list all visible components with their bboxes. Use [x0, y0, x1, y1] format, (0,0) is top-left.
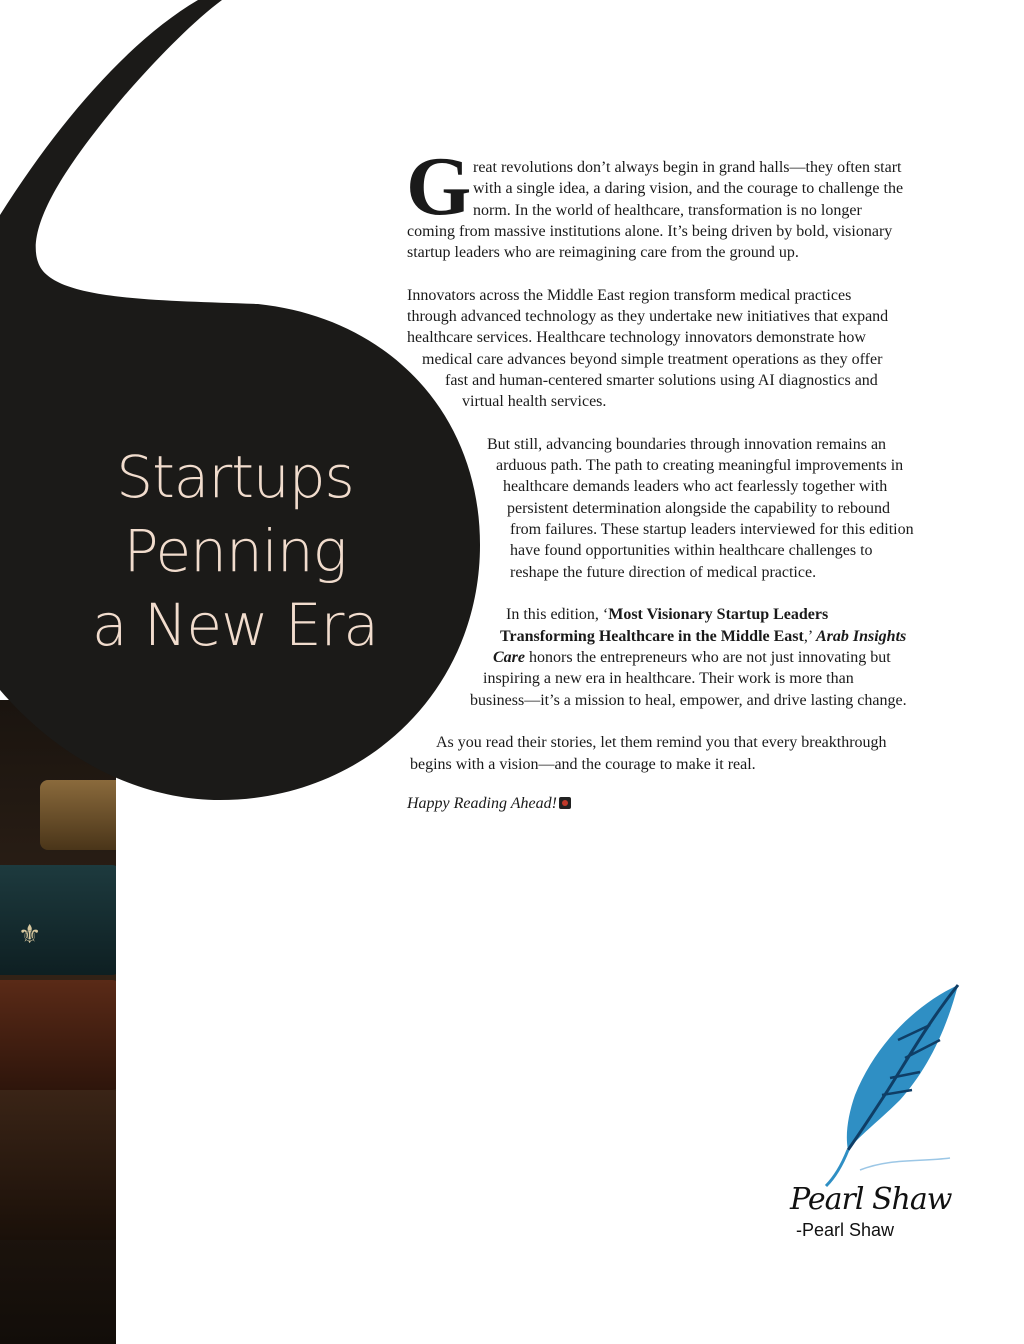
- text-run-bold: Transforming Healthcare in the Middle East: [500, 628, 804, 645]
- quill-feather-icon: [820, 980, 970, 1190]
- text-line: business—it’s a mission to heal, empower, and drive lasting change.: [470, 692, 907, 709]
- text-line: As you read their stories, let them remind you that every breakthrough: [436, 734, 887, 751]
- text-line: But still, advancing boundaries through innovation remains an: [487, 436, 887, 453]
- headline-line: a New Era: [92, 591, 378, 659]
- text-line: arduous path. The path to creating meaningful improvements in: [496, 457, 904, 474]
- text-line: inspiring a new era in healthcare. Their work is more than: [483, 670, 854, 687]
- book-spine: [0, 1090, 116, 1240]
- text-line: healthcare services. Healthcare technology innovators demonstrate how: [407, 329, 866, 346]
- text-line: coming from massive institutions alone. It’s being driven by bold, visionary: [407, 223, 893, 240]
- publication-name: Arab Insights: [815, 628, 907, 645]
- text-line: Innovators across the Middle East region transform medical practices: [407, 287, 852, 304]
- text-run: ,’: [803, 628, 816, 645]
- closing-text: Happy Reading Ahead!: [407, 795, 557, 812]
- text-line: reshape the future direction of medical practice.: [510, 564, 817, 581]
- text-line: virtual health services.: [462, 393, 607, 410]
- text-line: [493, 647, 891, 668]
- drop-cap: G: [406, 140, 472, 233]
- book-spine: [0, 980, 116, 1090]
- text-line: medical care advances beyond simple treatment operations as they offer: [422, 351, 883, 368]
- text-run: In this edition, ‘: [506, 606, 609, 623]
- publication-name: Care: [493, 649, 525, 666]
- signature-name: -Pearl Shaw: [796, 1220, 895, 1240]
- text-line: [506, 604, 828, 625]
- text-line: persistent determination alongside the capability to rebound: [507, 500, 891, 517]
- text-line: from failures. These startup leaders interviewed for this edition: [510, 521, 914, 538]
- text-line: reat revolutions don’t always begin in grand halls—they often start: [473, 159, 902, 176]
- text-run: honors the entrepreneurs who are not just innovating but: [525, 649, 891, 666]
- text-line: norm. In the world of healthcare, transformation is no longer: [473, 202, 862, 219]
- fleur-de-lis-icon: ⚜: [18, 920, 42, 949]
- text-line: begins with a vision—and the courage to make it real.: [410, 756, 756, 773]
- text-line: startup leaders who are reimagining care from the ground up.: [407, 244, 799, 261]
- signature-script: Pearl Shaw: [790, 1182, 952, 1217]
- text-line: have found opportunities within healthcare challenges to: [510, 542, 873, 559]
- text-line: fast and human-centered smarter solutions using AI diagnostics and: [445, 372, 878, 389]
- text-line: healthcare demands leaders who act fearlessly together with: [503, 478, 888, 495]
- headline: [20, 440, 450, 662]
- closing-line: [407, 795, 571, 813]
- publication-logo-icon: [559, 797, 571, 809]
- text-line: [500, 626, 906, 647]
- text-line: through advanced technology as they undertake new initiatives that expand: [407, 308, 889, 325]
- text-line: with a single idea, a daring vision, and the courage to challenge the: [473, 180, 904, 197]
- text-run-bold: Most Visionary Startup Leaders: [608, 606, 829, 623]
- headline-line: Startups Penning: [116, 443, 354, 585]
- black-quote-shape: [0, 0, 490, 810]
